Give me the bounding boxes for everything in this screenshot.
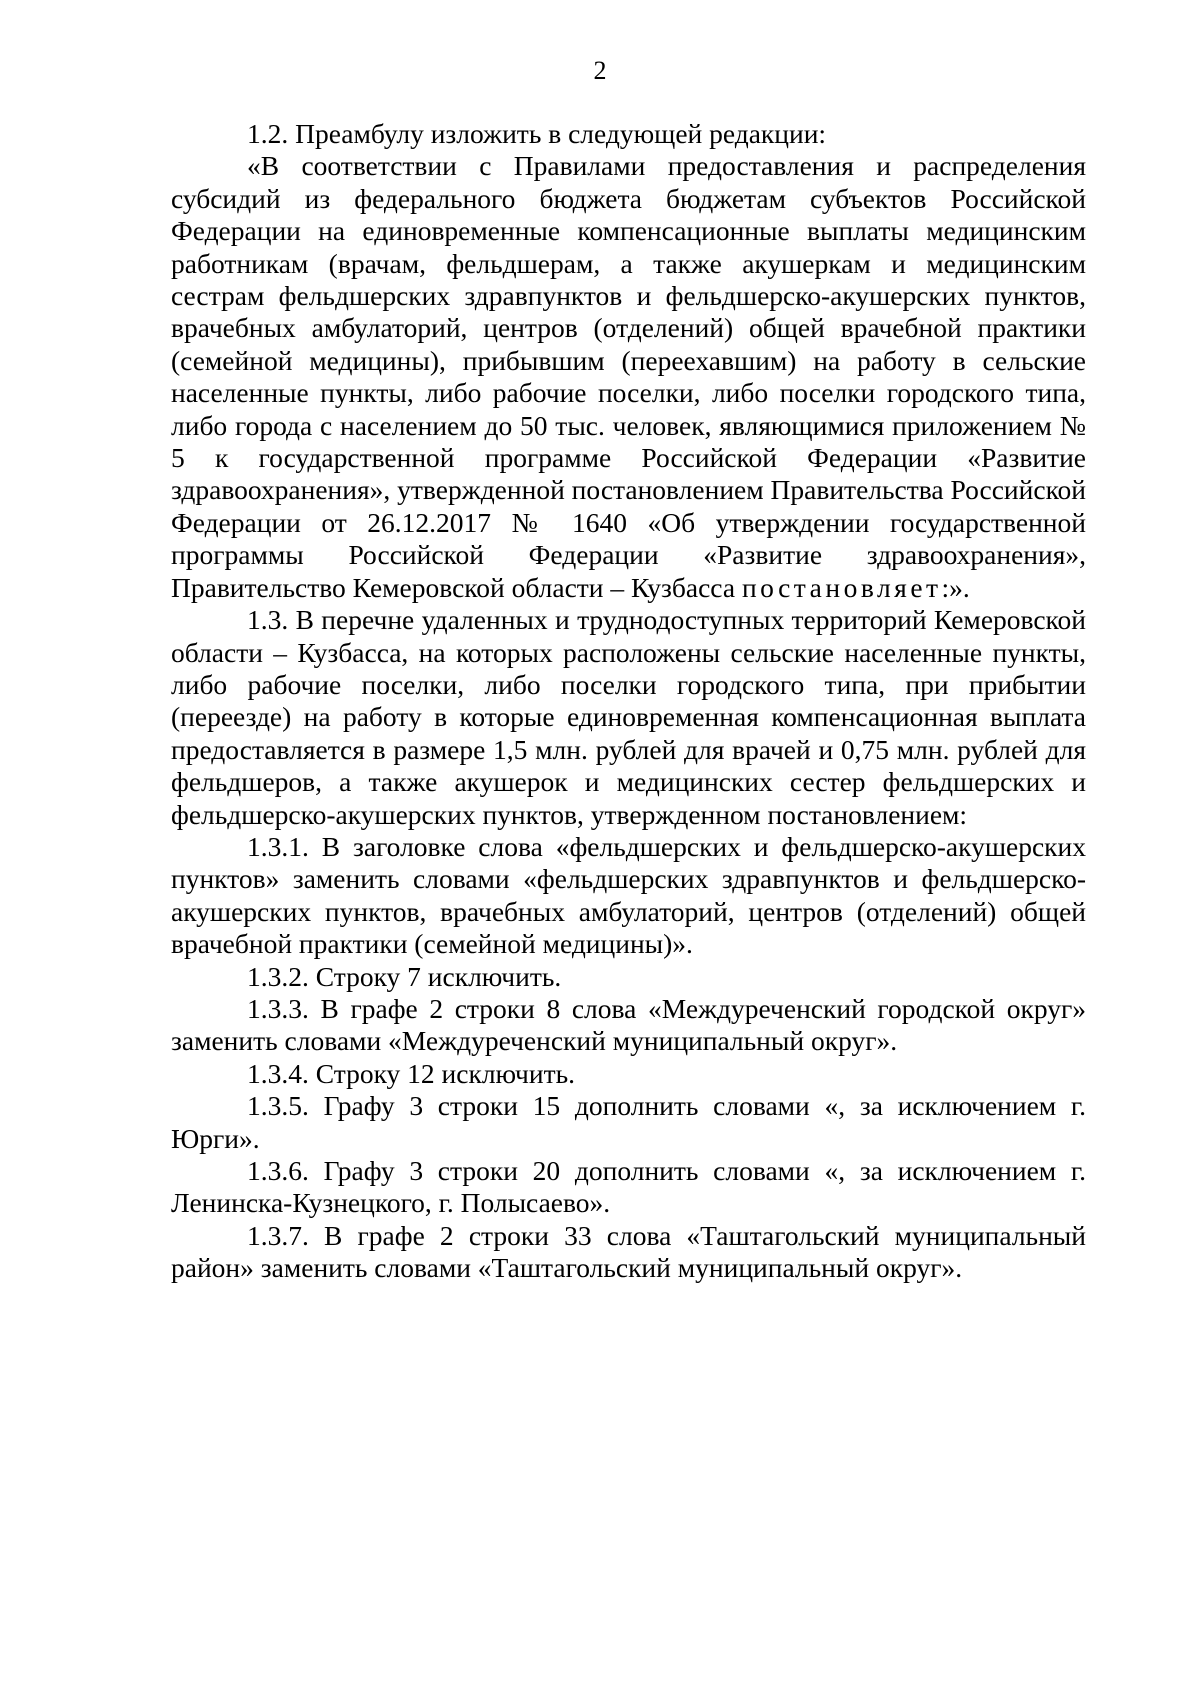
document-body — [171, 118, 1086, 1285]
paragraph-1-3: 1.3. В перечне удаленных и труднодоступных территорий Кемеровской области – Кузбасса, на которых расположены сельские населенные пункты, либо рабочие поселки, либо поселки городского типа, при прибытии (переезде) на работу в которые единовременная компенсационная выплата предоставляется в размере 1,5 млн. рублей для врачей и 0,75 млн. рублей для фельдшеров, а также акушерок и медицинских сестер фельдшерских и фельдшерско-акушерских пунктов, утвержденном постановлением: — [171, 604, 1086, 830]
paragraph-1-3-2: 1.3.2. Строку 7 исключить. — [247, 960, 562, 992]
preamble-text: «В соответствии с Правилами предоставления и распределения субсидий из федерального бюджета бюджетам субъектов Российской Федерации на единовременные компенсационные выплаты медицинским работникам (врачам, фельдшерам, а также акушеркам и медицинским сестрам фельдшерских здравпунктов и фельдшерско-акушерских пунктов, врачебных амбулаторий, центров (отделений) общей врачебной практики (семейной медицины), прибывшим (переехавшим) на работу в сельские населенные пункты, либо рабочие поселки, либо поселки городского типа, либо города с населением до 50 тыс. человек, являющимися приложением № 5 к государственной программе Российской Федерации «Развитие здравоохранения», утвержденной постановлением Правительства Российской Федерации от 26.12.2017 № 1640 «Об утверждении государственной программы Российской Федерации «Развитие здравоохранения», Правительство Кемеровской области – Кузбасса — [171, 150, 1086, 603]
paragraph-1-3-5: 1.3.5. Графу 3 строки 15 дополнить словами «, за исключением г. Юрги». — [171, 1090, 1086, 1154]
paragraph-1-3-4: 1.3.4. Строку 12 исключить. — [247, 1057, 576, 1089]
paragraph-1-3-1: 1.3.1. В заголовке слова «фельдшерских и фельдшерско-акушерских пунктов» заменить словами «фельдшерских здравпунктов и фельдшерско-акушерских пунктов, врачебных амбулаторий, центров (отделений) общей врачебной практики (семейной медицины)». — [171, 830, 1086, 960]
preamble-resolves-word: постановляет — [741, 571, 942, 603]
paragraph-1-3-3: 1.3.3. В графе 2 строки 8 слова «Междуреченский городской округ» заменить словами «Междуреченский муниципальный округ». — [171, 992, 1086, 1057]
preamble-ending: :». — [941, 571, 970, 603]
paragraph-1-3-7: 1.3.7. В графе 2 строки 33 слова «Таштагольский муниципальный район» заменить словами «Таштагольский муниципальный округ». — [171, 1219, 1086, 1284]
paragraph-preamble — [171, 150, 1086, 604]
paragraph-1-2: 1.2. Преамбулу изложить в следующей редакции: — [247, 118, 827, 149]
page-number: 2 — [593, 56, 607, 85]
paragraph-1-3-6: 1.3.6. Графу 3 строки 20 дополнить словами «, за исключением г. Ленинска-Кузнецкого, г. Полысаево». — [171, 1155, 1086, 1219]
